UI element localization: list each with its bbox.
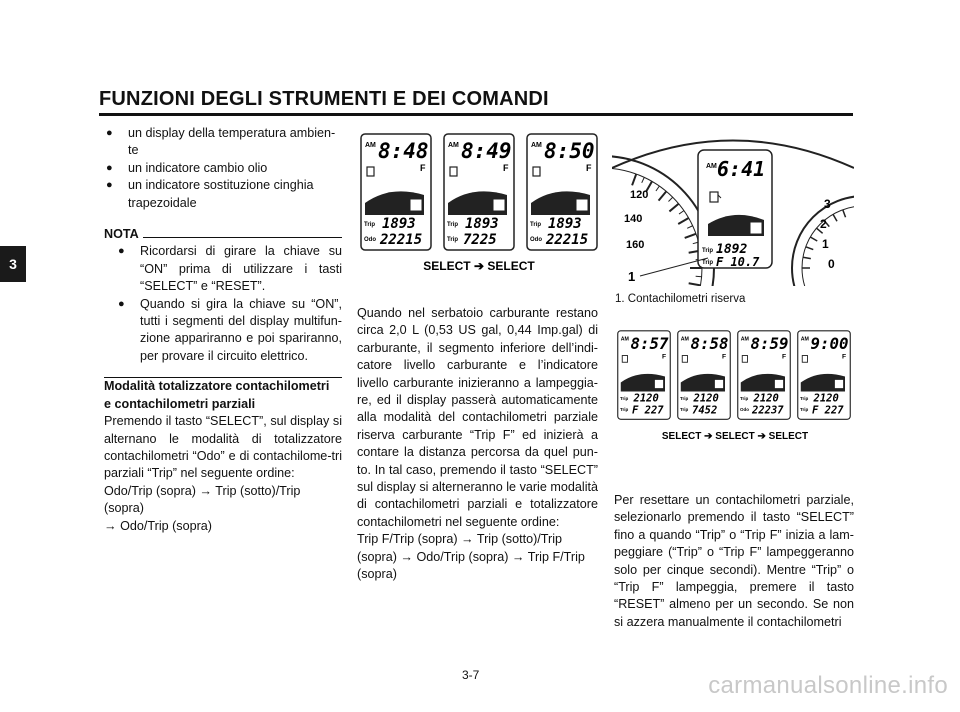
trip-upper-label: Trip bbox=[530, 222, 542, 228]
trip-upper-value: 1893 bbox=[548, 216, 582, 232]
full-mark: F bbox=[586, 163, 592, 173]
trip-upper-value: 2120 bbox=[813, 392, 839, 405]
full-mark: F bbox=[782, 353, 787, 361]
full-mark: F bbox=[722, 353, 727, 361]
trip-upper-value: 2120 bbox=[753, 392, 779, 405]
sequence-text: Trip F/Trip (sopra) → Trip (sotto)/Trip (sopra) → Odo/Trip (sopra) → Trip F/Trip (sopra) bbox=[357, 532, 585, 582]
clock-readout: 8:49 bbox=[461, 139, 512, 163]
trip-lower-label: Trip bbox=[702, 260, 714, 266]
list-item: ● Quando si gira la chiave su “ON”, tutti i segmenti del display multifun-zione appariranno e poi spariranno, per provare il circuito elettrico. bbox=[116, 296, 342, 366]
speed-tick bbox=[642, 177, 645, 182]
figure-caption: 1. Contachilometri riserva bbox=[615, 293, 746, 305]
rpm-tick-label: 3 bbox=[824, 197, 831, 211]
speed-tick-label: 120 bbox=[630, 189, 649, 201]
nota-list bbox=[116, 243, 342, 365]
page-title: FUNZIONI DEGLI STRUMENTI E DEI COMANDI bbox=[99, 88, 549, 110]
clock-readout: 6:41 bbox=[717, 157, 766, 181]
speedometer-inner-ring bbox=[612, 168, 702, 286]
callout-number: 1 bbox=[628, 269, 636, 284]
speed-tick bbox=[685, 234, 696, 238]
lower-mode-label: Trip bbox=[620, 407, 629, 412]
figure-gauge bbox=[612, 128, 854, 286]
trip-f-value: F 10.7 bbox=[716, 255, 760, 269]
temperature-icon bbox=[835, 380, 844, 389]
speed-tick bbox=[668, 197, 672, 201]
am-label: AM bbox=[620, 336, 629, 343]
section-title-line-2: e contachilometri parziali bbox=[104, 396, 256, 411]
speed-tick bbox=[632, 174, 636, 185]
lcd-display bbox=[527, 134, 597, 250]
trip-upper-label: Trip bbox=[740, 395, 749, 401]
sequence-text: → Odo/Trip (sopra) bbox=[104, 518, 213, 533]
figure-bottom-displays bbox=[617, 330, 853, 442]
list-item: ● un display della temperatura ambien-te bbox=[104, 125, 342, 160]
clock-readout: 9:00 bbox=[810, 333, 849, 353]
trip-upper-value: 1893 bbox=[382, 216, 416, 232]
lower-mode-label: Odo bbox=[740, 407, 749, 412]
list-item: ● un indicatore cambio olio bbox=[104, 160, 342, 177]
trip-upper-value: 1893 bbox=[465, 216, 499, 232]
trip-upper-label: Trip bbox=[702, 248, 714, 254]
nota-heading bbox=[104, 226, 342, 243]
lower-value: F 227 bbox=[632, 404, 664, 417]
full-mark: F bbox=[662, 353, 667, 361]
lcd-display bbox=[444, 134, 514, 250]
lower-value: 22215 bbox=[546, 232, 589, 248]
am-label: AM bbox=[531, 142, 542, 149]
trip-upper-value: 2120 bbox=[693, 392, 719, 405]
body-paragraph: Premendo il tasto “SELECT”, sul display si alternano le modalità di totalizzatore contachilometri “Odo” e di contachilome-tri parziali “Trip” nel seguente ordine: bbox=[104, 414, 342, 481]
temperature-icon bbox=[715, 380, 724, 389]
speed-tick bbox=[696, 276, 702, 277]
clock-readout: 8:48 bbox=[378, 139, 429, 163]
speed-tick-label: 160 bbox=[626, 239, 645, 251]
list-item: ● un indicatore sostituzione cinghia trapezoidale bbox=[104, 177, 342, 212]
temperature-icon bbox=[655, 380, 664, 389]
trip-upper-label: Trip bbox=[364, 222, 376, 228]
speed-tick-label: 140 bbox=[624, 213, 643, 225]
lower-value: 22215 bbox=[380, 232, 423, 248]
clock-readout: 8:59 bbox=[750, 333, 789, 353]
speed-tick bbox=[679, 211, 684, 214]
section-title: Modalità totalizzatore contachilometri bbox=[104, 379, 330, 394]
lower-value: F 227 bbox=[812, 404, 844, 417]
watermark: carmanualsonline.info bbox=[708, 672, 948, 699]
speed-tick bbox=[689, 283, 701, 285]
temperature-icon bbox=[750, 222, 762, 234]
speedometer-illustration bbox=[612, 128, 854, 286]
left-column bbox=[104, 125, 342, 535]
am-label: AM bbox=[800, 336, 809, 343]
trip-upper-label: Trip bbox=[680, 395, 689, 401]
lcd-display bbox=[618, 331, 671, 420]
body-paragraph: Per resettare un contachilometri parziale, selezionarlo premendo il tasto “SELECT” fino a quando “Trip” o “Trip F” inizia a lam-peggiare (“Trip” o “Trip F” lampeggeranno solo per cinque secondi). Mentre “Trip” o “Trip F” lampeggia, premere il tasto “RESET” almeno per un secondo. Se non si azzera manualmente il contachilometri bbox=[614, 493, 854, 629]
feature-list bbox=[104, 125, 342, 212]
temperature-icon bbox=[775, 380, 784, 389]
trip-upper-value: 2120 bbox=[633, 392, 659, 405]
speed-tick bbox=[669, 204, 678, 212]
lower-mode-label: Odo bbox=[364, 237, 376, 243]
clock-readout: 8:58 bbox=[690, 333, 729, 353]
title-rule bbox=[99, 113, 853, 116]
figure-top-displays bbox=[360, 133, 598, 275]
rpm-tick bbox=[833, 214, 837, 221]
speed-tick bbox=[687, 226, 692, 229]
am-label: AM bbox=[706, 163, 717, 170]
lcd-sequence-illustration bbox=[360, 133, 598, 275]
lower-mode-label: Trip bbox=[447, 237, 459, 243]
trip-upper-label: Trip bbox=[620, 395, 629, 401]
lower-value: 7225 bbox=[463, 232, 497, 248]
chapter-tab: 3 bbox=[0, 246, 26, 282]
lcd-sequence-illustration bbox=[617, 330, 853, 442]
right-column bbox=[614, 492, 854, 631]
sequence-text: Odo/Trip (sopra) → Trip (sotto)/Trip (sopra) bbox=[104, 483, 301, 516]
select-sequence-label: SELECT ➔ SELECT bbox=[423, 259, 535, 273]
full-mark: F bbox=[503, 163, 509, 173]
speed-tick bbox=[678, 218, 688, 224]
select-sequence-label: SELECT ➔ SELECT ➔ SELECT bbox=[661, 431, 809, 442]
rpm-tick bbox=[803, 257, 811, 258]
lower-value: 22237 bbox=[752, 404, 784, 417]
lcd-display bbox=[798, 331, 851, 420]
body-paragraph: Quando nel serbatoio carburante restano circa 2,0 L (0,53 US gal, 0,44 Imp.gal) di carburante, il segmento inferiore dell’indi-catore livello carburante e l’indicatore livello carburante inizieranno a lampeggia-re, ed il display passerà automaticamente alla modalità del contachilometri parziale riserva carburante “Trip F” ed inizierà a contare la distanza percorsa da quel pun-to. In tal caso, premendo il tasto “SELECT” sul display si alterneranno le varie modalità di contachilometri parziali e totalizzatore contachilometri nel seguente ordine: bbox=[357, 306, 598, 529]
lower-mode-label: Trip bbox=[800, 407, 809, 412]
lcd-display bbox=[738, 331, 791, 420]
temperature-icon bbox=[576, 199, 588, 211]
speed-tick bbox=[659, 191, 667, 200]
trip-upper-label: Trip bbox=[800, 395, 809, 401]
clock-readout: 8:50 bbox=[544, 139, 595, 163]
am-label: AM bbox=[448, 142, 459, 149]
temperature-icon bbox=[410, 199, 422, 211]
temperature-icon bbox=[493, 199, 505, 211]
lower-mode-label: Trip bbox=[680, 407, 689, 412]
full-mark: F bbox=[420, 163, 426, 173]
nota-rule bbox=[143, 237, 342, 238]
rpm-tick bbox=[810, 237, 817, 241]
lcd-display bbox=[678, 331, 731, 420]
rpm-tick-label: 1 bbox=[822, 237, 829, 251]
trip-upper-label: Trip bbox=[447, 222, 459, 228]
am-label: AM bbox=[680, 336, 689, 343]
rpm-tick bbox=[843, 210, 846, 218]
lower-value: 7452 bbox=[692, 404, 718, 417]
list-item: ● Ricordarsi di girare la chiave su “ON” prima di utilizzare i tasti “SELECT” e “RESET”. bbox=[116, 243, 342, 295]
rpm-tick bbox=[806, 247, 814, 250]
lower-mode-label: Odo bbox=[530, 237, 542, 243]
lcd-display bbox=[361, 134, 431, 250]
page-number: 3-7 bbox=[462, 668, 480, 682]
rpm-tick-label: 0 bbox=[828, 257, 835, 271]
rpm-tick-label: 2 bbox=[820, 217, 827, 231]
am-label: AM bbox=[365, 142, 376, 149]
am-label: AM bbox=[740, 336, 749, 343]
full-mark: F bbox=[842, 353, 847, 361]
speed-tick bbox=[656, 186, 659, 191]
trip-upper-value: 1892 bbox=[716, 242, 748, 257]
middle-column bbox=[357, 305, 598, 584]
clock-readout: 8:57 bbox=[630, 333, 669, 353]
nota-label: NOTA bbox=[104, 227, 139, 242]
